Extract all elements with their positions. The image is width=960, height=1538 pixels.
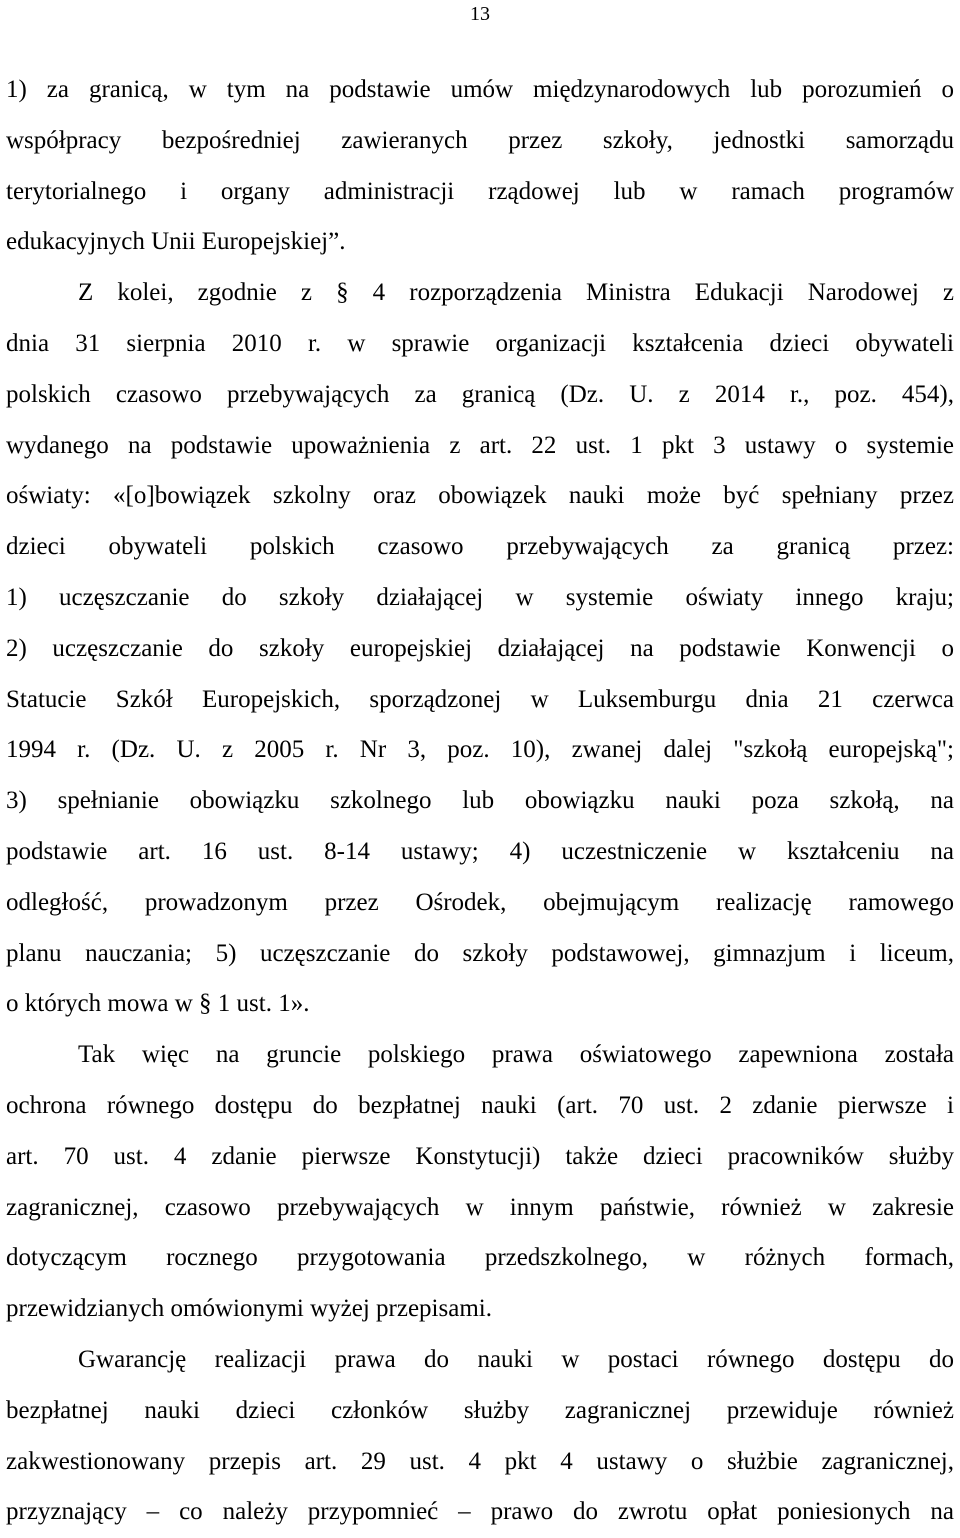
text-line: 1994 r. (Dz. U. z 2005 r. Nr 3, poz. 10), zwanej dalej "szkołą europejską"; (6, 736, 954, 764)
text-line: terytorialnego i organy administracji rządowej lub w ramach programów (6, 177, 954, 205)
text-line: dzieci obywateli polskich czasowo przebywających za granicą przez: (6, 533, 954, 561)
text-line: 2) uczęszczanie do szkoły europejskiej działającej na podstawie Konwencji o (6, 634, 954, 662)
text-line: dnia 31 sierpnia 2010 r. w sprawie organizacji kształcenia dzieci obywateli (6, 329, 954, 357)
text-line: podstawie art. 16 ust. 8-14 ustawy; 4) uczestniczenie w kształceniu na (6, 837, 954, 865)
text-line: odległość, prowadzonym przez Ośrodek, obejmującym realizację ramowego (6, 888, 954, 916)
text-line: bezpłatnej nauki dzieci członków służby zagranicznej przewiduje również (6, 1396, 954, 1424)
text-line: współpracy bezpośredniej zawieranych przez szkoły, jednostki samorządu (6, 126, 954, 154)
document-body (6, 65, 954, 1538)
text-line: dotyczącym rocznego przygotowania przedszkolnego, w różnych formach, (6, 1244, 954, 1272)
text-line: 1) za granicą, w tym na podstawie umów międzynarodowych lub porozumień o (6, 76, 954, 103)
text-line: o których mowa w § 1 ust. 1». (6, 990, 310, 1018)
text-line: art. 70 ust. 4 zdanie pierwsze Konstytucji) także dzieci pracowników służby (6, 1142, 954, 1170)
text-line: zagranicznej, czasowo przebywających w innym państwie, również w zakresie (6, 1193, 954, 1221)
paragraph-start-line: Gwarancję realizacji prawa do nauki w postaci równego dostępu do (78, 1345, 954, 1373)
text-line: Statucie Szkół Europejskich, sporządzonej w Luksemburgu dnia 21 czerwca (6, 685, 954, 713)
paragraph-start-line: Tak więc na gruncie polskiego prawa oświatowego zapewniona została (78, 1041, 954, 1069)
text-line: 1) uczęszczanie do szkoły działającej w systemie oświaty innego kraju; (6, 583, 954, 611)
text-line: ochrona równego dostępu do bezpłatnej nauki (art. 70 ust. 2 zdanie pierwsze i (6, 1091, 954, 1119)
text-line: edukacyjnych Unii Europejskiej”. (6, 228, 346, 256)
page-number: 13 (470, 3, 490, 25)
text-line: 3) spełnianie obowiązku szkolnego lub obowiązku nauki poza szkołą, na (6, 787, 954, 815)
text-line: przewidzianych omówionymi wyżej przepisami. (6, 1295, 492, 1323)
text-line: zakwestionowany przepis art. 29 ust. 4 pkt 4 ustawy o służbie zagranicznej, (6, 1447, 954, 1475)
text-line: planu nauczania; 5) uczęszczanie do szkoły podstawowej, gimnazjum i liceum, (6, 939, 954, 967)
text-line: przyznający – co należy przypomnieć – prawo do zwrotu opłat poniesionych na (6, 1498, 954, 1526)
paragraph-start-line: Z kolei, zgodnie z § 4 rozporządzenia Ministra Edukacji Narodowej z (78, 279, 954, 307)
text-line: polskich czasowo przebywających za granicą (Dz. U. z 2014 r., poz. 454), (6, 380, 954, 408)
text-line: wydanego na podstawie upoważnienia z art. 22 ust. 1 pkt 3 ustawy o systemie (6, 431, 954, 459)
text-line: oświaty: «[o]bowiązek szkolny oraz obowiązek nauki może być spełniany przez (6, 482, 954, 510)
